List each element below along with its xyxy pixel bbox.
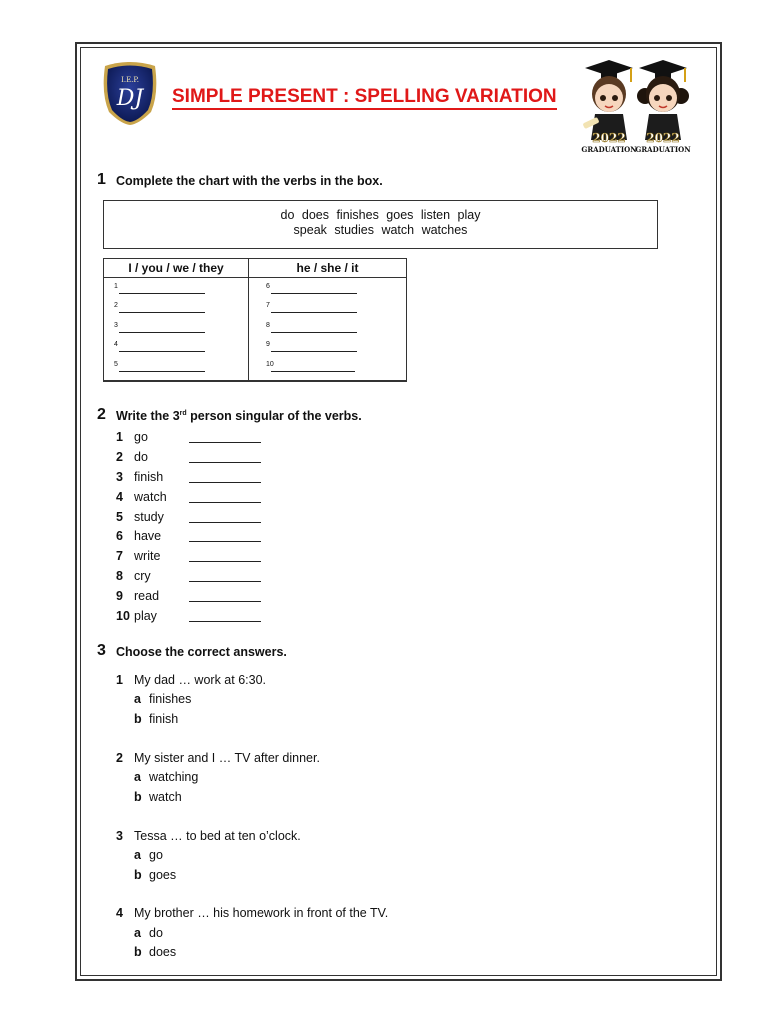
answer-line[interactable] <box>189 561 261 562</box>
answer-option-a[interactable]: a go <box>134 848 163 862</box>
answer-line[interactable] <box>119 293 205 294</box>
answer-line[interactable] <box>189 601 261 602</box>
graduate-boy-image <box>577 58 637 156</box>
answer-line[interactable] <box>189 462 261 463</box>
answer-line[interactable] <box>271 312 357 313</box>
page-title: SIMPLE PRESENT : SPELLING VARIATION <box>172 86 557 110</box>
answer-option-b[interactable]: b finish <box>134 712 179 726</box>
svg-text:2022: 2022 <box>646 131 680 145</box>
section-1-number: 1 <box>97 171 106 188</box>
answer-line[interactable] <box>189 541 261 542</box>
svg-text:DJ: DJ <box>116 86 144 111</box>
answer-option-b[interactable]: b goes <box>134 868 177 882</box>
answer-line[interactable] <box>271 371 355 372</box>
answer-line[interactable] <box>271 332 357 333</box>
answer-line[interactable] <box>119 332 205 333</box>
answer-line[interactable] <box>271 351 357 352</box>
answer-line[interactable] <box>271 293 357 294</box>
question-stem: 1 My dad … work at 6:30. <box>116 673 267 687</box>
verb-box-line-2: speak studies watch watches <box>293 223 468 237</box>
section-1-title: Complete the chart with the verbs in the box. <box>116 174 383 188</box>
answer-option-a[interactable]: a do <box>134 926 163 940</box>
svg-text:I.E.P.: I.E.P. <box>121 76 139 84</box>
answer-option-b[interactable]: b does <box>134 945 177 959</box>
answer-line[interactable] <box>189 581 261 582</box>
answer-option-a[interactable]: a watching <box>134 770 199 784</box>
verb-chart: I / you / we / they he / she / it 1 2 3 4 5 6 7 8 9 10 <box>103 258 407 382</box>
question-stem: 4 My brother … his homework in front of the TV. <box>116 906 389 920</box>
answer-line[interactable] <box>189 621 261 622</box>
answer-line[interactable] <box>119 351 205 352</box>
verb-box <box>103 200 658 249</box>
answer-line[interactable] <box>189 442 261 443</box>
answer-line[interactable] <box>189 502 261 503</box>
answer-line[interactable] <box>189 522 261 523</box>
svg-text:GRADUATION: GRADUATION <box>581 145 637 154</box>
answer-line[interactable] <box>119 312 205 313</box>
answer-option-a[interactable]: a finishes <box>134 692 192 706</box>
graduate-girl-image <box>633 58 693 156</box>
chart-header-col2: he / she / it <box>249 259 406 278</box>
school-logo <box>99 60 161 126</box>
verb-box-line-1: do does finishes goes listen play <box>280 208 481 222</box>
section-2-number: 2 <box>97 406 106 423</box>
section-3-title: Choose the correct answers. <box>116 645 287 659</box>
answer-option-b[interactable]: b watch <box>134 790 182 804</box>
answer-line[interactable] <box>119 371 205 372</box>
chart-divider <box>248 259 249 381</box>
answer-line[interactable] <box>189 482 261 483</box>
chart-header-col1: I / you / we / they <box>104 259 248 278</box>
svg-text:GRADUATION: GRADUATION <box>635 145 691 154</box>
question-stem: 3 Tessa … to bed at ten o’clock. <box>116 829 301 843</box>
section-3-number: 3 <box>97 642 106 659</box>
svg-text:2022: 2022 <box>592 131 626 145</box>
question-stem: 2 My sister and I … TV after dinner. <box>116 751 320 765</box>
section-2-title: Write the 3rd person singular of the verbs. <box>116 409 362 423</box>
